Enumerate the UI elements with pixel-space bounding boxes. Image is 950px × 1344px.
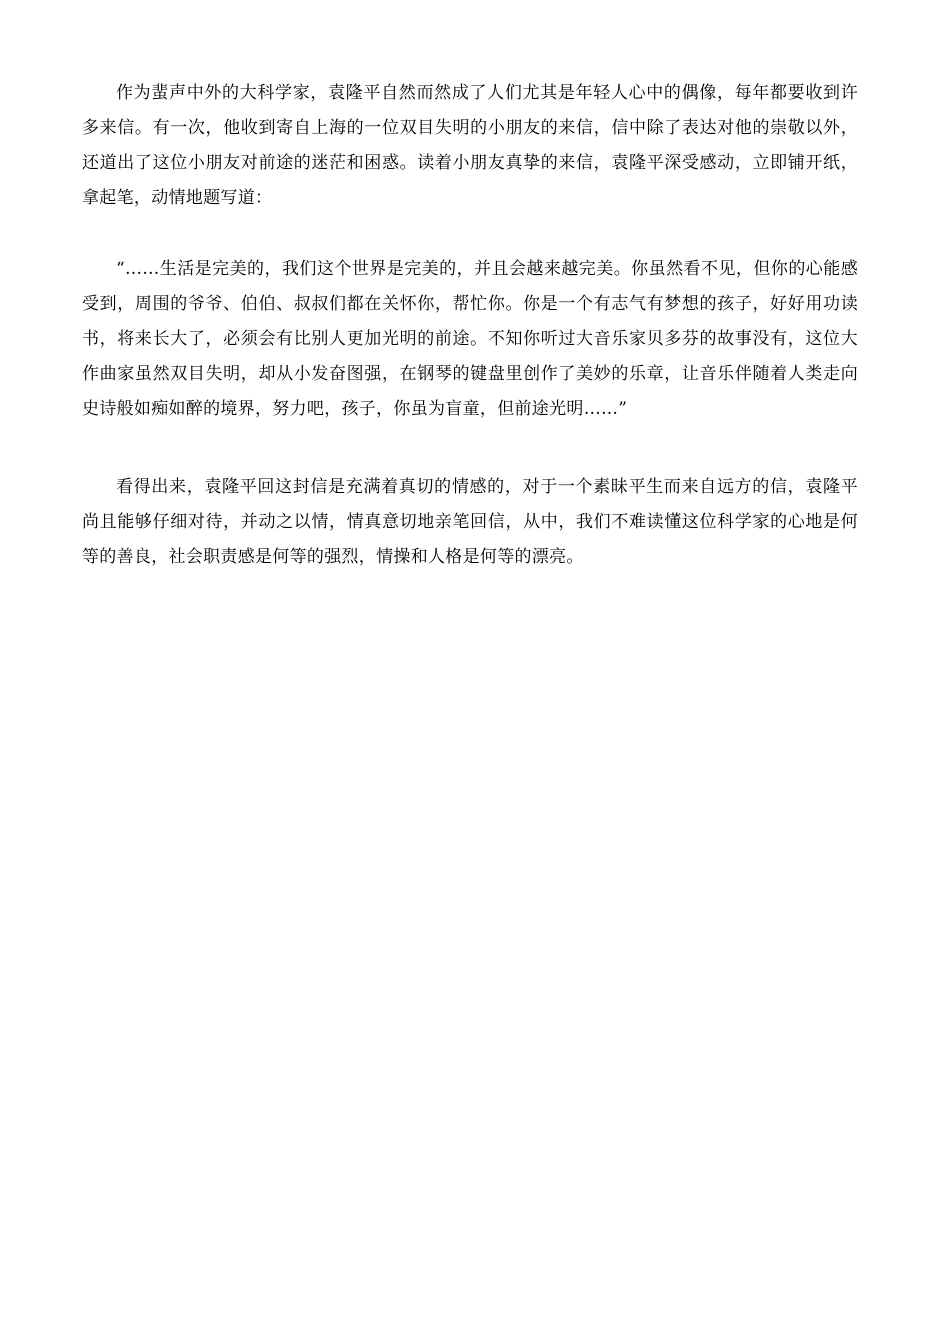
paragraph-intro: 作为蜚声中外的大科学家，袁隆平自然而然成了人们尤其是年轻人心中的偶像，每年都要收到许多来信。有一次，他收到寄自上海的一位双目失明的小朋友的来信，信中除了表达对他的崇敬以外，还道出了这位小朋友对前途的迷茫和困惑。读着小朋友真挚的来信，袁隆平深受感动，立即铺开纸，拿起笔，动情地题写道： <box>82 83 858 208</box>
paragraph-conclusion: 看得出来，袁隆平回这封信是充满着真切的情感的，对于一个素昧平生而来自远方的信，袁隆平尚且能够仔细对待，并动之以情，情真意切地亲笔回信，从中，我们不难读懂这位科学家的心地是何等的善良，社会职责感是何等的强烈，情操和人格是何等的漂亮。 <box>82 477 858 567</box>
paragraph-letter-quote: “……生活是完美的，我们这个世界是完美的，并且会越来越完美。你虽然看不见，但你的心能感受到，周围的爷爷、伯伯、叔叔们都在关怀你，帮忙你。你是一个有志气有梦想的孩子，好好用功读书，将来长大了，必须会有比别人更加光明的前途。不知你听过大音乐家贝多芬的故事没有，这位大作曲家虽然双目失明，却从小发奋图强，在钢琴的键盘里创作了美妙的乐章，让音乐伴随着人类走向史诗般如痴如醉的境界，努力吧，孩子，你虽为盲童，但前途光明……” <box>82 259 858 419</box>
